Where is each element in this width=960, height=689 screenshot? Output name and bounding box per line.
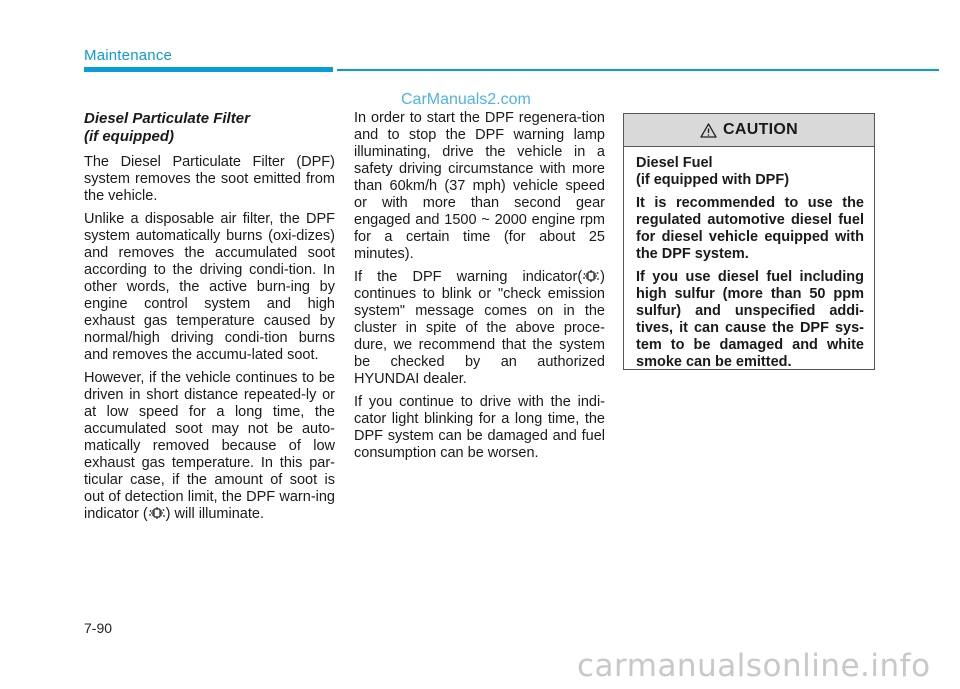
warning-triangle-icon (700, 123, 717, 138)
middle-paragraph-3: If you continue to drive with the indi-cator light blinking for a long time, the DPF system can be damaged and fuel consumption can be worsen. (354, 394, 605, 461)
dpf-warning-icon (148, 506, 166, 520)
middle-paragraph-2-text-b: ) continues to blink or "check emission system" message comes on in the cluster in spite of the above proce-dure, we recommend that the system be checked by an authorized HYUNDAI dealer. (354, 269, 605, 387)
section-title: Maintenance (84, 47, 173, 64)
header-rule-thick (84, 67, 333, 72)
middle-column (354, 110, 605, 468)
header-rule-thin (337, 69, 939, 71)
caution-paragraph-2: If you use diesel fuel including high sulfur (more than 50 ppm sulfur) and unspecified addi-tives, it can cause the DPF sys-tem to be damaged and white smoke can be emitted. (636, 269, 864, 370)
left-column (84, 110, 335, 529)
caution-paragraph-1: It is recommended to use the regulated automotive diesel fuel for diesel vehicle equipped with the DPF system. (636, 195, 864, 262)
middle-paragraph-2 (354, 269, 605, 388)
caution-title-line2: (if equipped with DPF) (636, 172, 790, 188)
caution-header (624, 114, 874, 147)
middle-paragraph-1: In order to start the DPF regenera-tion and to stop the DPF warning lamp illuminating, drive the vehicle in a safety driving circumstance with more than 60km/h (37 mph) vehicle speed or with more than second gear engaged and 1500 ~ 2000 engine rpm for a certain time (for about 25 minutes). (354, 110, 605, 262)
caution-label: CAUTION (723, 121, 798, 138)
caution-title-line1: Diesel Fuel (636, 155, 713, 171)
caution-body (624, 147, 874, 371)
dpf-heading (84, 110, 335, 146)
dpf-warning-icon (582, 269, 600, 283)
page-number: 7-90 (84, 620, 113, 636)
left-paragraph-3-text-b: ) will illuminate. (165, 506, 264, 522)
footer-watermark: carmanualsonline.info (577, 648, 931, 684)
left-paragraph-1: The Diesel Particulate Filter (DPF) system removes the soot emitted from the vehicle. (84, 154, 335, 204)
left-paragraph-3 (84, 370, 335, 523)
caution-title (636, 155, 864, 189)
caution-box (623, 113, 875, 370)
middle-paragraph-2-text-a: If the DPF warning indicator( (354, 269, 583, 285)
watermark-top: CarManuals2.com (401, 91, 531, 108)
dpf-heading-line2: (if equipped) (84, 128, 174, 145)
left-paragraph-3-text-a: However, if the vehicle continues to be driven in short distance repeated-ly or at low speed for a long time, the accumulated soot may not be auto-matically removed because of low exhaust gas temperature. In this par-ticular case, if the amount of soot is out of detection limit, the DPF warn-ing indicator ( (84, 370, 335, 522)
left-paragraph-2: Unlike a disposable air filter, the DPF system automatically burns (oxi-dizes) and removes the accumulated soot according to the driving condi-tion. In other words, the active burn-ing by engine control system and high exhaust gas temperature caused by normal/high driving condi-tion burns and removes the accumu-lated soot. (84, 211, 335, 363)
dpf-heading-line1: Diesel Particulate Filter (84, 110, 250, 127)
